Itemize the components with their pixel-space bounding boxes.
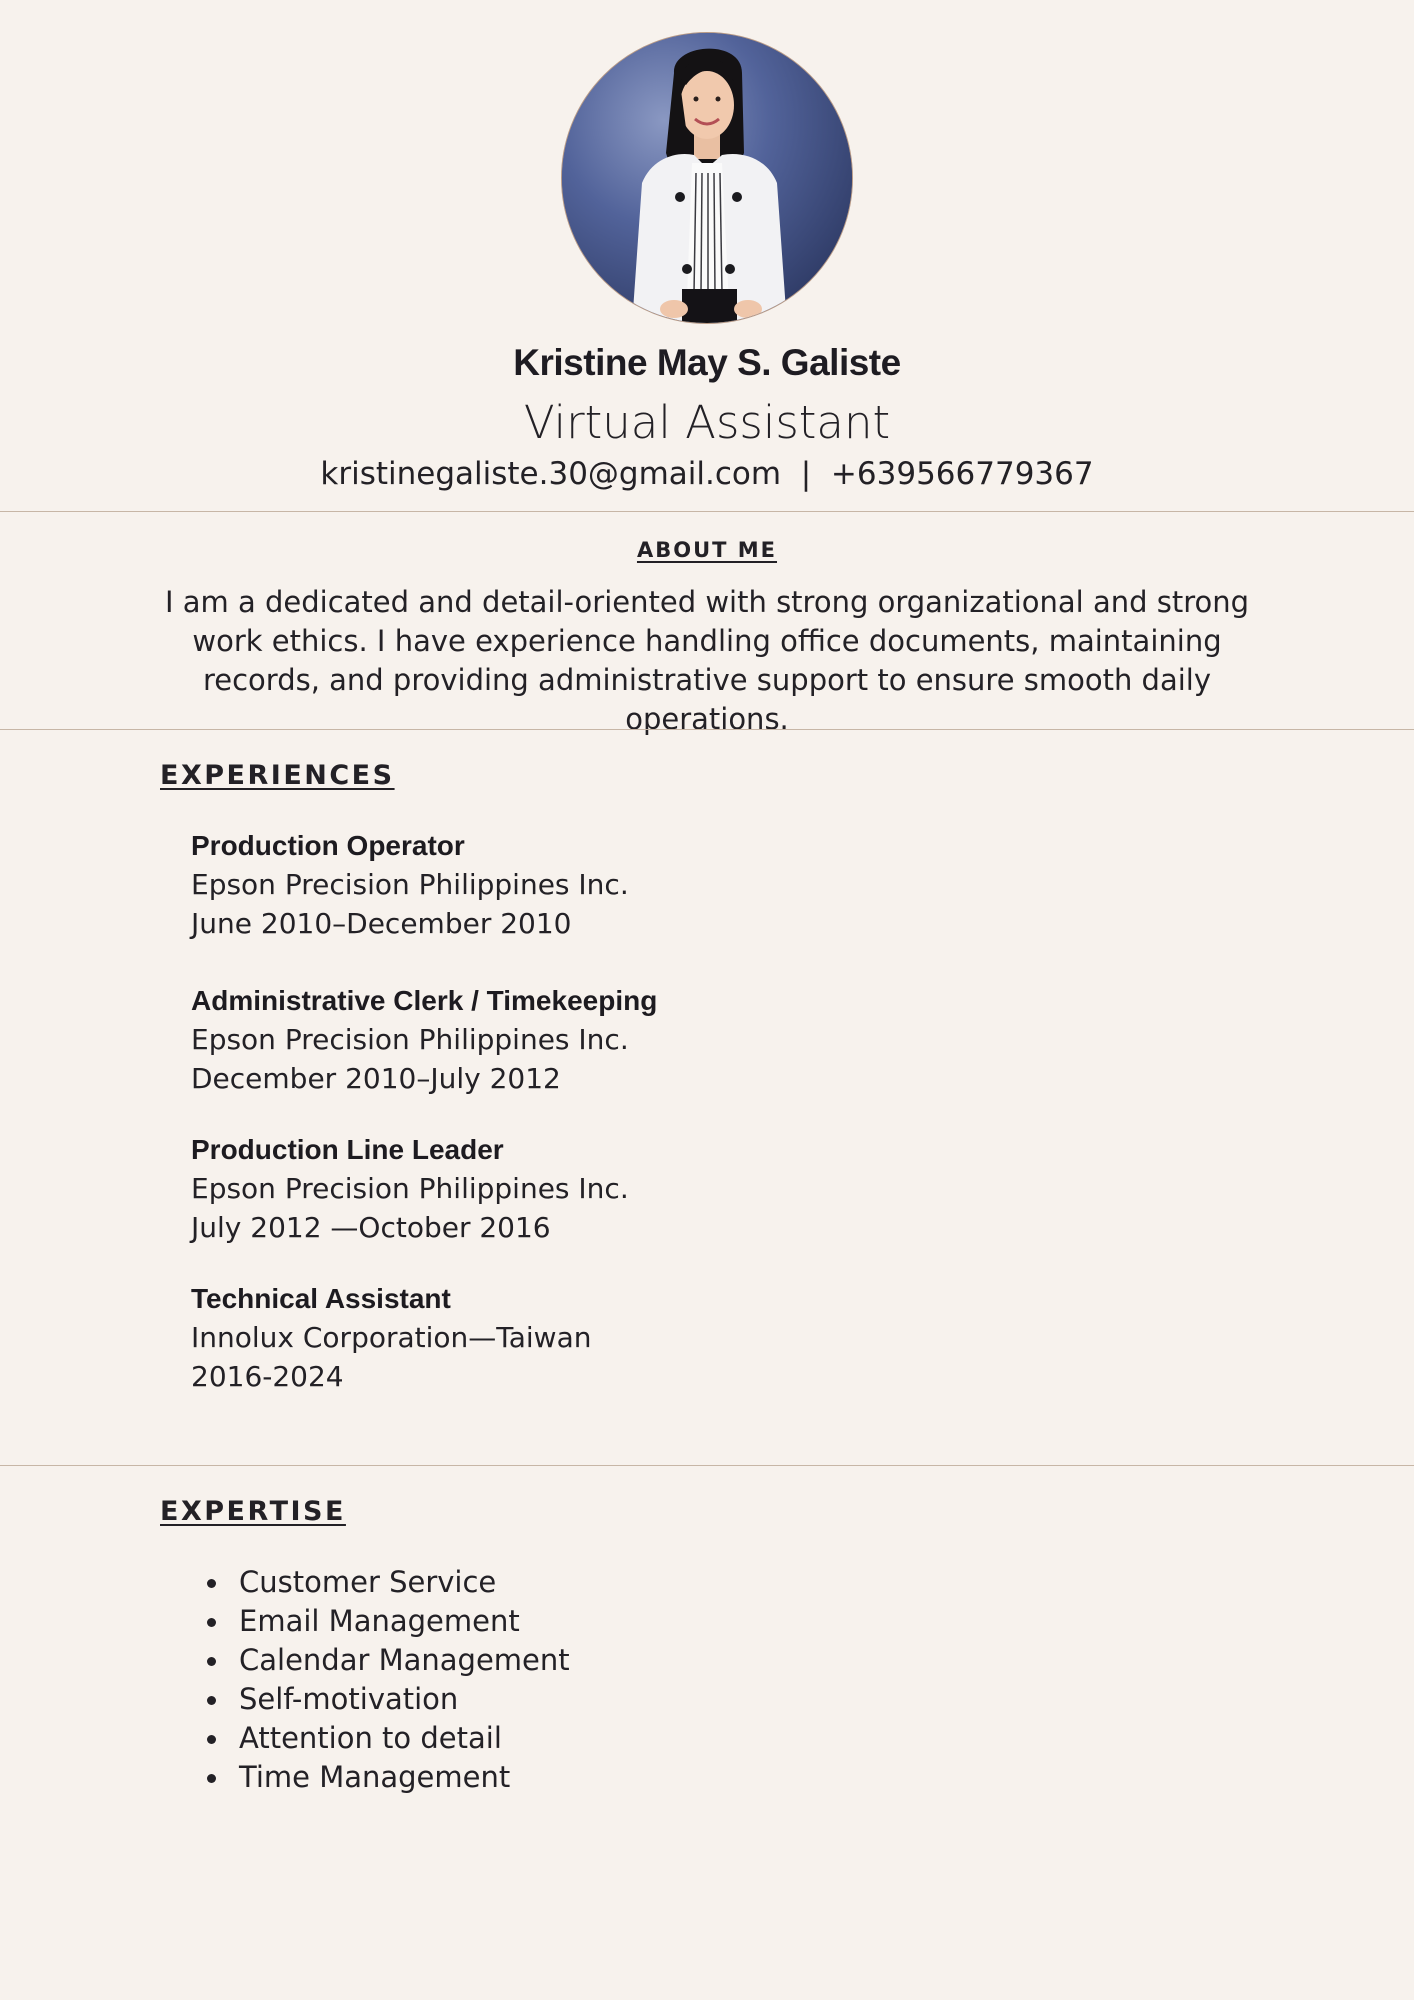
job-title: Production Line Leader <box>191 1134 504 1165</box>
list-item: Customer Service <box>191 1563 570 1602</box>
person-name: Kristine May S. Galiste <box>513 342 901 383</box>
job-dates: June 2010–December 2010 <box>191 907 572 940</box>
expertise-list <box>191 1563 570 1797</box>
job-dates: 2016-2024 <box>191 1360 344 1393</box>
experience-item <box>191 981 657 1098</box>
experiences-title: EXPERIENCES <box>160 760 395 791</box>
divider <box>0 729 1414 730</box>
job-role: Virtual Assistant <box>523 396 891 449</box>
experience-item <box>191 1130 629 1247</box>
experience-item <box>191 1279 592 1396</box>
job-company: Epson Precision Philippines Inc. <box>191 1172 629 1205</box>
job-title: Administrative Clerk / Timekeeping <box>191 985 658 1016</box>
job-company: Innolux Corporation—Taiwan <box>191 1321 592 1354</box>
list-item: Attention to detail <box>191 1719 570 1758</box>
list-item: Calendar Management <box>191 1641 570 1680</box>
job-company: Epson Precision Philippines Inc. <box>191 1023 629 1056</box>
job-dates: December 2010–July 2012 <box>191 1062 561 1095</box>
divider <box>0 1465 1414 1466</box>
divider <box>0 511 1414 512</box>
list-item: Time Management <box>191 1758 570 1797</box>
job-title: Production Operator <box>191 830 465 861</box>
portrait-image <box>562 33 853 324</box>
job-dates: July 2012 —October 2016 <box>191 1211 551 1244</box>
profile-photo <box>561 32 853 324</box>
contact-info: kristinegaliste.30@gmail.com | +639566779367 <box>320 456 1094 492</box>
list-item: Email Management <box>191 1602 570 1641</box>
expertise-title: EXPERTISE <box>160 1496 346 1527</box>
about-text: I am a dedicated and detail-oriented with strong organizational and strong work ethics. I have experience handling office documents, maintaining records, and providing administrative support to ensure smooth daily operations. <box>164 585 1250 736</box>
about-title: ABOUT ME <box>636 538 778 562</box>
job-title: Technical Assistant <box>191 1283 451 1314</box>
job-company: Epson Precision Philippines Inc. <box>191 868 629 901</box>
list-item: Self-motivation <box>191 1680 570 1719</box>
experience-item <box>191 826 629 943</box>
